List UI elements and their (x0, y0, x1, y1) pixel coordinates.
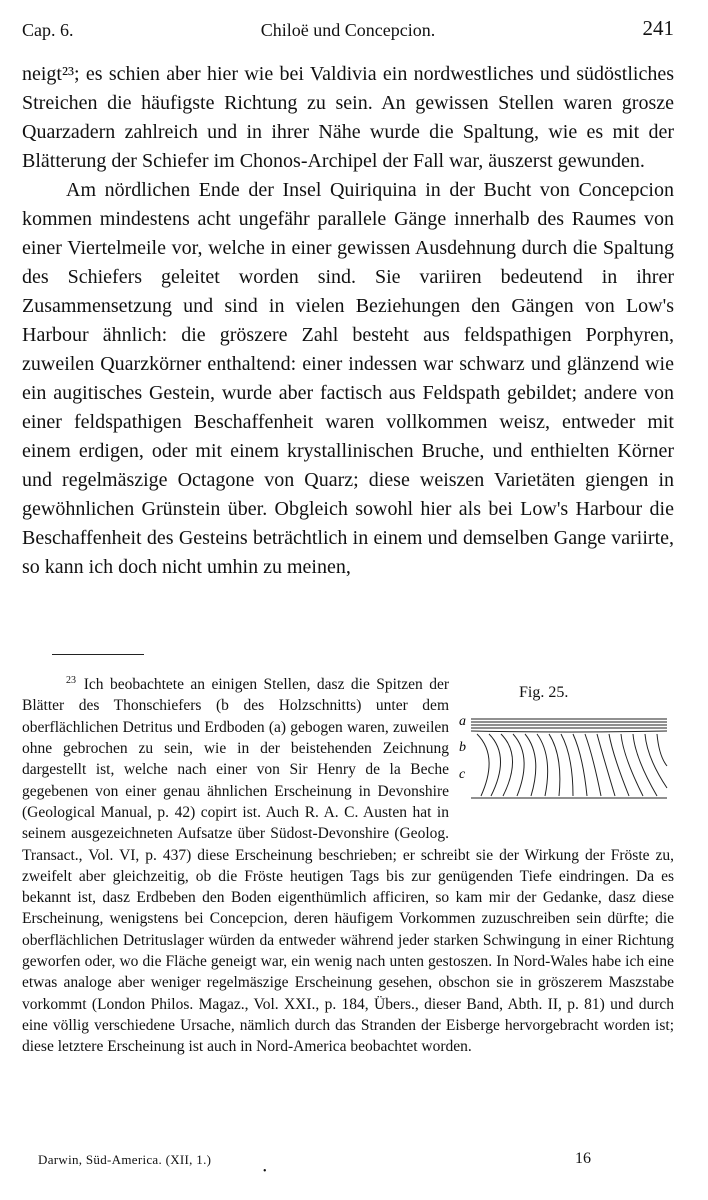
footer-dot: • (263, 1166, 267, 1177)
signature-line: Darwin, Süd-America. (XII, 1.) (38, 1152, 212, 1167)
page-footer (38, 1150, 598, 1177)
figure-title: Fig. 25. (519, 684, 569, 701)
signature-number: 16 (575, 1150, 591, 1167)
strata-woodcut (459, 716, 674, 806)
label-a: a (459, 716, 466, 729)
footnote-body: Ich beobachtete an einigen Stellen, dasz die Spitzen der Blätter des Thonschiefers (b des Holzschnitts) unter dem oberflächlichen Detritus und Erdboden (a) gebogen waren, zuweilen ohne gebrochen zu sein, wie in der beistehenden Zeichnung dargestellt ist, welche nach einer von Sir Henry de la Beche gegebenen von einer genau ähnlichen Erscheinung in Devonshire (Geological Manual, p. 42) copirt ist. Auch R. A. C. Austen hat in seinem ausgezeichneten Aufsatze über Südost-Devonshire (Geolog. Transact., Vol. VI, p. 437) diese Erscheinung beschrieben; er schreibt sie der Wirkung der Fröste zu, zweifelt aber gleichzeitig, ob die Fröste heutigen Tags bis zur genügenden Tiefe eindringen. Da es bekannt ist, dasz Erdbeben den Boden eigenthümlich afficiren, so kam mir der Gedanke, dasz diese Erscheinung, wenigstens bei Concepcion, deren häufigem Vorkommen zuzuschreiben sein dürfte; die oberflächlichen Detrituslager würden da entweder während jeder starken Schwingung in einer Richtung geworfen oder, wo die Fläche geneigt war, ein wenig nach unten gestoszen. In Nord-Wales habe ich eine etwas analoge aber weniger regelmäszige Erscheinung gesehen, obschon sie in gröszerem Maszstabe vorkommt (London Philos. Magaz., Vol. XXI., p. 184, Übers., dieser Band, Abth. II, p. 81) und durch eine völlig verschiedene Ursache, nämlich durch das Stranden der Eisberge hervorgebracht worden ist; diese letztere Erscheinung ist auch in Nord-America beobachtet worden. (22, 676, 674, 1056)
label-b: b (459, 740, 466, 755)
footnote (22, 670, 674, 1058)
paragraph: neigt²³; es schien aber hier wie bei Valdivia ein nordwestliches und südöstliches Streichen die häufigste Richtung zu sein. An gewissen Stellen waren grosze Quarzadern zahlreich und in ihrer Nähe wurde die Spaltung, wie es mit der Blätterung der Schiefer im Chonos-Archipel der Fall war, äuszerst gewunden. (22, 63, 674, 172)
page-number: 241 (642, 16, 674, 40)
running-title: Chiloë und Concepcion. (260, 20, 436, 40)
label-c: c (459, 767, 466, 782)
chapter-label: Cap. 6. (22, 20, 74, 40)
figure-25 (459, 672, 674, 822)
main-text (22, 60, 674, 582)
footnote-separator (52, 654, 144, 655)
running-header (22, 16, 674, 44)
footnote-marker: 23 (66, 675, 76, 686)
paragraph: Am nördlichen Ende der Insel Quiriquina in der Bucht von Concepcion kommen mindestens acht ungefähr parallele Gänge innerhalb des Raumes von einer Viertelmeile vor, welche in einer gewissen Ausdehnung durch die Spaltung des Schiefers geleitet worden sind. Sie variiren bedeutend in ihrer Zusammensetzung und sind in vielen Beziehungen den Gängen von Low's Harbour ähnlich: die gröszere Zahl besteht aus feldspathigen Porphyren, zuweilen Quarzkörner enthaltend: einer indessen war schwarz und glänzend wie ein augitisches Gestein, wurde aber factisch aus Feldspath gebildet; andere von einer feldspathigen Beschaffenheit waren vollkommen weisz, entweder mit einem erdigen, oder mit einem krystallinischen Bruche, und enthielten Körner und regelmäszige Octagone von Quarz; diese weiszen Varietäten giengen in gewöhnlichen Grünstein über. Obgleich sowohl hier als bei Low's Harbour die Beschaffenheit des Gesteins beträchtlich in einem und demselben Gange variirte, so kann ich doch nicht umhin zu meinen, (22, 179, 674, 578)
